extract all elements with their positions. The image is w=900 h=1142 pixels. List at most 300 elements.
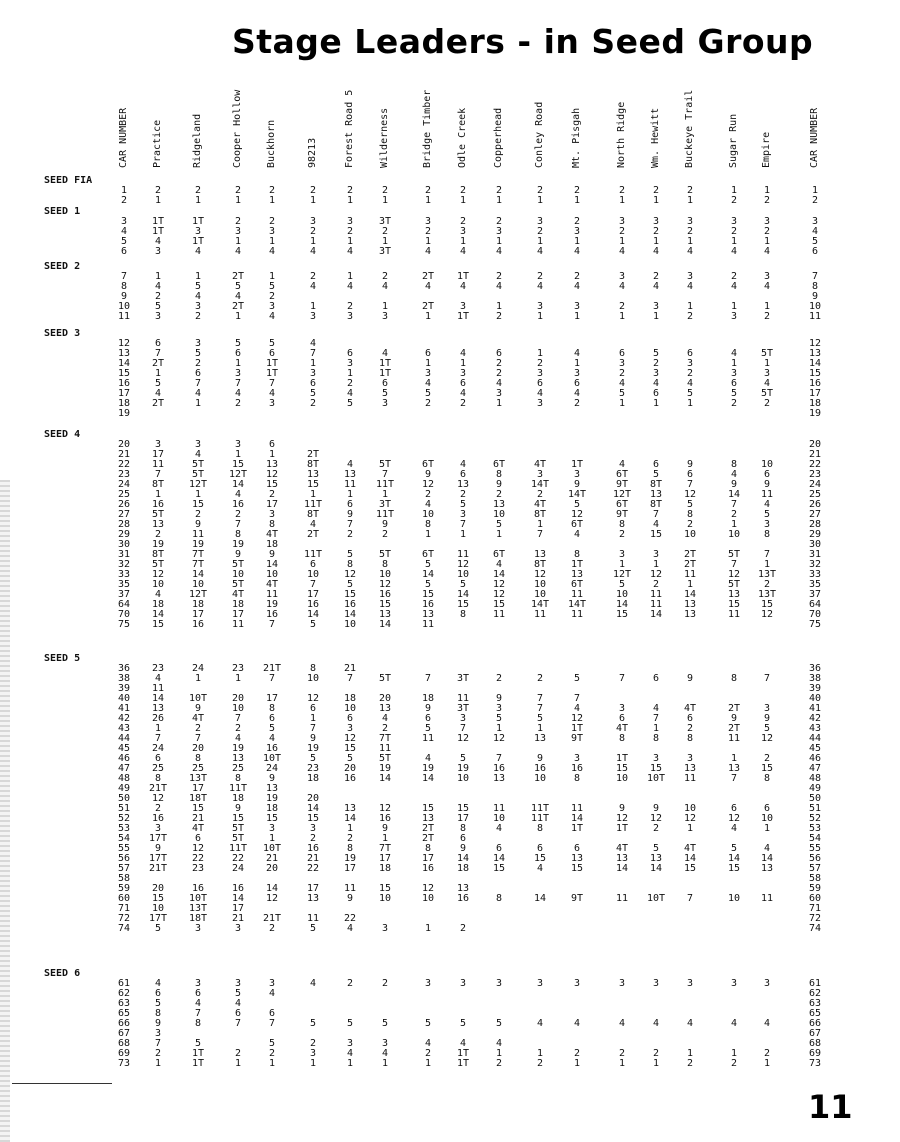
- table-cell: 13: [117, 348, 131, 359]
- table-cell: 15: [231, 459, 245, 470]
- table-cell: 21: [808, 449, 822, 460]
- table-cell: 3: [495, 703, 503, 714]
- table-cell: 3: [811, 216, 819, 227]
- table-cell: 45: [117, 743, 131, 754]
- table-cell: 10: [265, 569, 279, 580]
- table-cell: 15: [683, 863, 697, 874]
- table-cell: 4: [811, 226, 819, 237]
- table-cell: 1: [346, 1058, 354, 1069]
- table-cell: 2: [309, 226, 317, 237]
- table-cell: 11: [492, 803, 506, 814]
- table-cell: 3: [459, 713, 467, 724]
- table-cell: 9: [618, 803, 626, 814]
- table-cell: 2: [536, 271, 544, 282]
- table-cell: 2: [652, 185, 660, 196]
- table-cell: 12: [808, 338, 822, 349]
- table-cell: 4: [268, 988, 276, 999]
- table-cell: 2: [459, 923, 467, 934]
- table-cell: 22: [343, 913, 357, 924]
- table-cell: 15: [760, 763, 774, 774]
- table-cell: 4: [268, 733, 276, 744]
- table-cell: 1: [268, 833, 276, 844]
- table-cell: 1: [536, 348, 544, 359]
- table-cell: 1T: [191, 236, 205, 247]
- table-cell: 1: [424, 195, 432, 206]
- table-cell: 4: [381, 1048, 389, 1059]
- table-cell: 28: [117, 519, 131, 530]
- table-cell: 15: [191, 499, 205, 510]
- table-cell: 7: [234, 519, 242, 530]
- table-cell: 61: [117, 978, 131, 989]
- table-cell: 1: [618, 195, 626, 206]
- table-cell: 1: [346, 271, 354, 282]
- table-cell: 68: [808, 1038, 822, 1049]
- table-cell: 4: [536, 281, 544, 292]
- table-cell: 6T: [615, 469, 629, 480]
- table-cell: 13: [306, 893, 320, 904]
- table-cell: 13: [683, 609, 697, 620]
- table-cell: 1: [194, 398, 202, 409]
- table-cell: 20: [117, 439, 131, 450]
- table-cell: 12T: [612, 489, 632, 500]
- table-cell: 19: [343, 853, 357, 864]
- table-cell: 15: [570, 863, 584, 874]
- table-cell: 9: [573, 479, 581, 490]
- table-cell: 1: [154, 271, 162, 282]
- table-cell: 8: [154, 1008, 162, 1019]
- table-cell: 10: [231, 703, 245, 714]
- table-cell: 1: [618, 398, 626, 409]
- table-cell: 64: [808, 599, 822, 610]
- table-cell: 4: [495, 281, 503, 292]
- table-cell: 1: [234, 673, 242, 684]
- table-cell: 4: [309, 978, 317, 989]
- table-cell: 3: [686, 978, 694, 989]
- table-cell: 5T: [151, 559, 165, 570]
- table-cell: 1: [730, 753, 738, 764]
- table-cell: 2: [573, 398, 581, 409]
- table-cell: 8: [495, 893, 503, 904]
- table-cell: 3: [495, 978, 503, 989]
- table-cell: 9T: [570, 893, 584, 904]
- table-cell: 4T: [683, 843, 697, 854]
- table-cell: 16: [533, 763, 547, 774]
- table-cell: 15: [456, 599, 470, 610]
- table-cell: 14: [306, 609, 320, 620]
- table-cell: 18: [151, 599, 165, 610]
- table-cell: 22: [231, 853, 245, 864]
- table-cell: 11: [456, 693, 470, 704]
- table-cell: 57: [808, 863, 822, 874]
- table-cell: 5: [346, 549, 354, 560]
- table-cell: 73: [808, 1058, 822, 1069]
- table-cell: 10: [343, 619, 357, 630]
- table-cell: 10: [456, 773, 470, 784]
- table-cell: 55: [808, 843, 822, 854]
- table-cell: 3: [573, 301, 581, 312]
- table-cell: 10T: [188, 893, 208, 904]
- table-cell: 1: [194, 673, 202, 684]
- table-cell: 19: [117, 408, 131, 419]
- table-cell: 5T: [191, 459, 205, 470]
- table-cell: 10: [378, 569, 392, 580]
- table-cell: 7: [424, 673, 432, 684]
- table-cell: 1: [234, 1058, 242, 1069]
- table-cell: 2: [618, 226, 626, 237]
- table-cell: 5: [268, 1038, 276, 1049]
- table-cell: 4: [154, 236, 162, 247]
- table-cell: 3: [424, 978, 432, 989]
- table-cell: 2: [618, 185, 626, 196]
- table-cell: 1: [309, 1058, 317, 1069]
- table-cell: 74: [808, 923, 822, 934]
- table-cell: 1T: [456, 1048, 470, 1059]
- table-cell: 1T: [191, 1058, 205, 1069]
- table-cell: 4: [346, 1048, 354, 1059]
- table-cell: 3: [536, 216, 544, 227]
- table-cell: 1T: [456, 311, 470, 322]
- table-cell: 11: [760, 489, 774, 500]
- table-cell: 3: [459, 301, 467, 312]
- table-cell: 8: [120, 281, 128, 292]
- table-cell: 17: [306, 589, 320, 600]
- table-cell: 12: [456, 733, 470, 744]
- table-cell: 5T: [231, 559, 245, 570]
- table-cell: 6: [811, 246, 819, 257]
- table-cell: 2: [346, 185, 354, 196]
- column-header: Odle Creek: [457, 107, 468, 168]
- table-cell: 2: [234, 185, 242, 196]
- table-cell: 3: [346, 311, 354, 322]
- table-cell: 29: [808, 529, 822, 540]
- table-cell: 15: [615, 763, 629, 774]
- table-cell: 4T: [191, 823, 205, 834]
- table-cell: 9: [234, 549, 242, 560]
- table-cell: 2: [381, 978, 389, 989]
- table-cell: 39: [808, 683, 822, 694]
- table-cell: 9: [811, 291, 819, 302]
- table-cell: 17: [808, 388, 822, 399]
- table-cell: 4: [459, 388, 467, 399]
- table-cell: 26: [151, 713, 165, 724]
- column-header: Buckeye Trail: [684, 89, 695, 168]
- table-cell: 2: [730, 509, 738, 520]
- table-cell: 8: [234, 529, 242, 540]
- table-cell: 6: [573, 843, 581, 854]
- table-cell: 11: [343, 479, 357, 490]
- table-cell: 2: [652, 1048, 660, 1059]
- table-cell: 13: [343, 803, 357, 814]
- table-cell: 7: [194, 1008, 202, 1019]
- table-cell: 4: [459, 1038, 467, 1049]
- table-cell: 27: [117, 509, 131, 520]
- table-cell: 11: [727, 609, 741, 620]
- table-cell: 5: [234, 338, 242, 349]
- table-cell: 1: [459, 529, 467, 540]
- table-cell: 1: [120, 185, 128, 196]
- table-cell: 5: [424, 723, 432, 734]
- table-cell: 10: [421, 509, 435, 520]
- table-cell: 6: [154, 338, 162, 349]
- table-cell: 8: [381, 559, 389, 570]
- table-cell: 2: [309, 833, 317, 844]
- table-cell: 9: [194, 519, 202, 530]
- table-cell: 5: [154, 301, 162, 312]
- seed-group-label: SEED FIA: [44, 175, 93, 186]
- table-cell: 3T: [378, 246, 392, 257]
- table-cell: 56: [808, 853, 822, 864]
- table-cell: 2: [154, 291, 162, 302]
- table-cell: 1: [652, 236, 660, 247]
- table-cell: 30: [808, 539, 822, 550]
- table-cell: 6: [618, 348, 626, 359]
- table-cell: 2: [652, 823, 660, 834]
- table-cell: 6: [120, 246, 128, 257]
- table-cell: 3: [234, 923, 242, 934]
- table-cell: 6: [459, 833, 467, 844]
- column-header: CAR NUMBER: [809, 107, 820, 168]
- table-cell: 13: [649, 489, 663, 500]
- table-cell: 2: [120, 195, 128, 206]
- table-cell: 6T: [615, 499, 629, 510]
- table-cell: 1: [424, 358, 432, 369]
- table-cell: 16: [191, 883, 205, 894]
- table-cell: 15: [306, 813, 320, 824]
- table-cell: 15: [492, 863, 506, 874]
- column-header: Empire: [761, 131, 772, 168]
- table-cell: 4T: [231, 589, 245, 600]
- table-cell: 8T: [151, 549, 165, 560]
- table-cell: 14: [191, 569, 205, 580]
- table-cell: 1T: [570, 459, 584, 470]
- table-cell: 70: [808, 609, 822, 620]
- table-cell: 7: [268, 378, 276, 389]
- table-cell: 5: [652, 348, 660, 359]
- table-cell: 2: [194, 311, 202, 322]
- table-cell: 1: [536, 195, 544, 206]
- table-cell: 3: [268, 301, 276, 312]
- table-cell: 18: [231, 793, 245, 804]
- table-cell: 13: [265, 783, 279, 794]
- table-cell: 2: [811, 195, 819, 206]
- table-cell: 1: [495, 398, 503, 409]
- table-cell: 3: [309, 368, 317, 379]
- table-cell: 5: [309, 388, 317, 399]
- table-cell: 12: [683, 489, 697, 500]
- table-cell: 9: [154, 1018, 162, 1029]
- table-cell: 1: [573, 358, 581, 369]
- table-cell: 4T: [191, 713, 205, 724]
- table-cell: 17: [456, 813, 470, 824]
- table-cell: 1: [459, 358, 467, 369]
- table-cell: 2: [154, 1048, 162, 1059]
- table-cell: 17: [265, 499, 279, 510]
- table-cell: 16: [231, 499, 245, 510]
- table-cell: 7: [154, 469, 162, 480]
- table-cell: 5: [154, 378, 162, 389]
- table-cell: 11T: [303, 499, 323, 510]
- table-cell: 9: [194, 703, 202, 714]
- table-cell: 3: [424, 368, 432, 379]
- table-cell: 4: [686, 246, 694, 257]
- table-cell: 1: [686, 398, 694, 409]
- table-cell: 1: [154, 723, 162, 734]
- table-cell: 16: [378, 589, 392, 600]
- table-cell: 22: [191, 853, 205, 864]
- table-cell: 8: [686, 733, 694, 744]
- table-cell: 7: [309, 723, 317, 734]
- table-cell: 4T: [615, 723, 629, 734]
- table-cell: 2: [424, 489, 432, 500]
- table-cell: 4: [424, 1038, 432, 1049]
- table-cell: 15: [191, 803, 205, 814]
- table-cell: 20: [151, 883, 165, 894]
- table-cell: 38: [117, 673, 131, 684]
- table-cell: 19: [265, 599, 279, 610]
- table-cell: 1: [234, 449, 242, 460]
- table-cell: 9: [346, 893, 354, 904]
- table-cell: 14: [492, 569, 506, 580]
- table-cell: 14: [231, 893, 245, 904]
- table-cell: 15: [265, 479, 279, 490]
- table-cell: 13T: [757, 589, 777, 600]
- table-cell: 2: [381, 723, 389, 734]
- table-cell: 9: [495, 693, 503, 704]
- table-cell: 1: [495, 529, 503, 540]
- table-cell: 16: [343, 599, 357, 610]
- table-cell: 2: [763, 398, 771, 409]
- table-cell: 12: [343, 569, 357, 580]
- table-cell: 9: [381, 519, 389, 530]
- table-cell: 60: [117, 893, 131, 904]
- table-cell: 31: [808, 549, 822, 560]
- table-cell: 4: [730, 348, 738, 359]
- table-cell: 5T: [727, 549, 741, 560]
- table-cell: 2: [686, 723, 694, 734]
- table-cell: 3: [268, 226, 276, 237]
- table-cell: 2: [234, 216, 242, 227]
- table-cell: 3: [309, 311, 317, 322]
- table-cell: 4: [234, 388, 242, 399]
- table-cell: 1: [424, 529, 432, 540]
- table-cell: 5T: [231, 833, 245, 844]
- seed-group-label: SEED 6: [44, 968, 81, 979]
- table-cell: 1: [730, 519, 738, 530]
- table-cell: 2: [459, 398, 467, 409]
- table-cell: 10: [533, 589, 547, 600]
- table-cell: 4: [381, 281, 389, 292]
- table-cell: 10: [343, 703, 357, 714]
- table-cell: 8: [573, 549, 581, 560]
- table-cell: 5: [811, 236, 819, 247]
- table-cell: 11T: [375, 479, 395, 490]
- table-cell: 14: [343, 609, 357, 620]
- table-cell: 3: [381, 311, 389, 322]
- table-cell: 14: [265, 883, 279, 894]
- table-cell: 4: [536, 246, 544, 257]
- table-cell: 4: [424, 378, 432, 389]
- table-cell: 12: [191, 843, 205, 854]
- table-cell: 50: [808, 793, 822, 804]
- table-cell: 66: [808, 1018, 822, 1029]
- table-cell: 2: [495, 311, 503, 322]
- table-cell: 4: [763, 378, 771, 389]
- table-cell: 3: [730, 978, 738, 989]
- table-cell: 3: [381, 923, 389, 934]
- table-cell: 1T: [570, 723, 584, 734]
- table-cell: 29: [117, 529, 131, 540]
- table-cell: 10: [533, 773, 547, 784]
- table-cell: 4: [573, 1018, 581, 1029]
- table-cell: 3: [763, 978, 771, 989]
- table-cell: 4: [763, 499, 771, 510]
- table-cell: 3: [309, 216, 317, 227]
- table-cell: 4: [346, 388, 354, 399]
- table-cell: 2: [686, 519, 694, 530]
- table-cell: 51: [808, 803, 822, 814]
- table-cell: 5: [309, 1018, 317, 1029]
- table-cell: 11: [378, 743, 392, 754]
- table-cell: 7: [652, 713, 660, 724]
- table-cell: 9: [652, 803, 660, 814]
- table-cell: 4: [730, 469, 738, 480]
- table-cell: 2T: [683, 549, 697, 560]
- table-cell: 1: [268, 1058, 276, 1069]
- table-cell: 8: [686, 509, 694, 520]
- table-cell: 9: [309, 733, 317, 744]
- table-cell: 2: [309, 1038, 317, 1049]
- table-cell: 4T: [265, 529, 279, 540]
- table-cell: 18: [265, 539, 279, 550]
- table-cell: 14T: [567, 599, 587, 610]
- table-cell: 6T: [570, 579, 584, 590]
- table-cell: 3: [652, 301, 660, 312]
- table-cell: 10: [615, 773, 629, 784]
- table-cell: 2: [652, 271, 660, 282]
- table-cell: 14: [615, 863, 629, 874]
- table-cell: 1: [686, 195, 694, 206]
- table-cell: 5: [424, 388, 432, 399]
- table-cell: 10: [683, 529, 697, 540]
- table-cell: 1: [686, 301, 694, 312]
- table-cell: 13: [727, 763, 741, 774]
- table-cell: 6: [194, 833, 202, 844]
- table-cell: 19: [306, 743, 320, 754]
- table-cell: 15: [760, 599, 774, 610]
- table-cell: 9: [346, 509, 354, 520]
- table-cell: 11T: [530, 813, 550, 824]
- table-cell: 5: [309, 923, 317, 934]
- table-cell: 3: [536, 398, 544, 409]
- table-cell: 12: [570, 509, 584, 520]
- table-cell: 11: [649, 589, 663, 600]
- table-cell: 14: [615, 599, 629, 610]
- table-cell: 13: [306, 469, 320, 480]
- table-cell: 53: [808, 823, 822, 834]
- table-cell: 1: [194, 489, 202, 500]
- table-cell: 11: [533, 609, 547, 620]
- table-cell: 1: [686, 823, 694, 834]
- table-cell: 2: [424, 398, 432, 409]
- table-cell: 5: [194, 281, 202, 292]
- table-cell: 54: [808, 833, 822, 844]
- table-cell: 2: [536, 1058, 544, 1069]
- table-cell: 15: [421, 589, 435, 600]
- table-cell: 2: [763, 579, 771, 590]
- table-cell: 11: [151, 683, 165, 694]
- table-cell: 24: [265, 763, 279, 774]
- table-cell: 20: [191, 743, 205, 754]
